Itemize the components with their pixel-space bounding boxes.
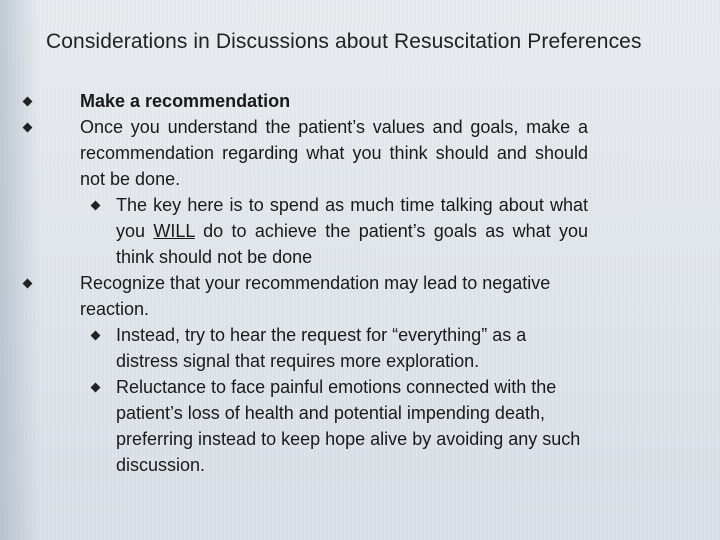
bullet-make-recommendation: Make a recommendation bbox=[80, 88, 588, 114]
sub-bullet-key-here: The key here is to spend as much time talking about what you WILL do to achieve the patient’s goals as what you think should not be done bbox=[116, 192, 588, 270]
diamond-bullet-icon bbox=[23, 279, 33, 289]
diamond-bullet-icon bbox=[23, 97, 33, 107]
sub-bullet-instead: Instead, try to hear the request for “everything” as a distress signal that requires more exploration. bbox=[116, 322, 588, 374]
slide-title: Considerations in Discussions about Resuscitation Preferences bbox=[46, 30, 642, 53]
bullet-recognize: Recognize that your recommendation may lead to negative reaction. bbox=[80, 270, 588, 322]
sub-bullet-reluctance: Reluctance to face painful emotions connected with the patient’s loss of health and potential impending death, preferring instead to keep hope alive by avoiding any such discussion. bbox=[116, 374, 588, 478]
diamond-bullet-icon bbox=[91, 331, 101, 341]
bullet-once-you-understand: Once you understand the patient’s values and goals, make a recommendation regarding what you think should and should not be done. bbox=[80, 114, 588, 192]
diamond-bullet-icon bbox=[91, 383, 101, 393]
diamond-bullet-icon bbox=[91, 201, 101, 211]
diamond-bullet-icon bbox=[23, 123, 33, 133]
